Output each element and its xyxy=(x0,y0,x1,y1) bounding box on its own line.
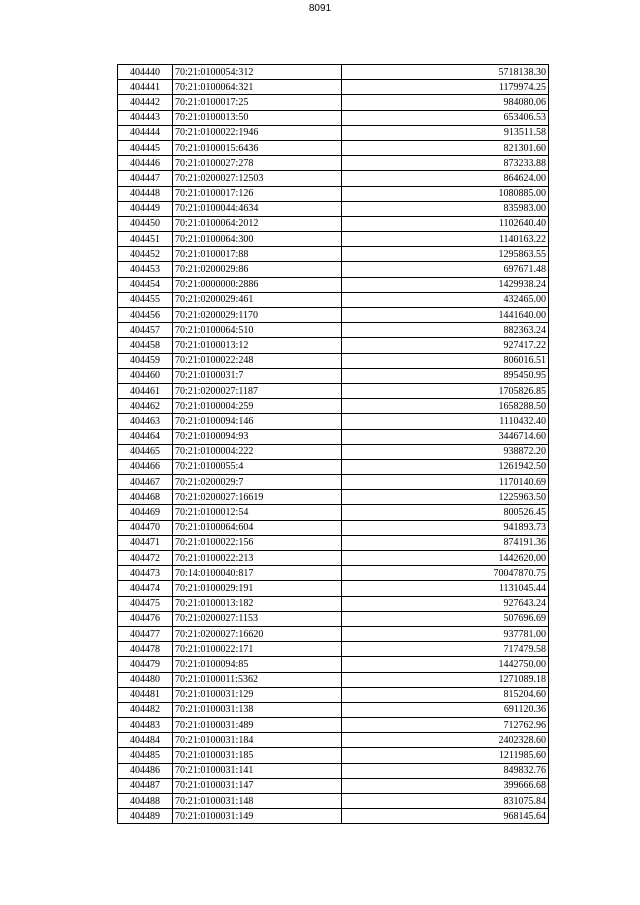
cadastral-number-cell: 70:21:0100031:148 xyxy=(173,794,342,809)
cadastral-number-cell: 70:21:0100055:4 xyxy=(173,459,342,474)
cadastral-number-cell: 70:21:0200027:12503 xyxy=(173,171,342,186)
cadastral-number-cell: 70:21:0100022:156 xyxy=(173,535,342,550)
record-number-cell: 404473 xyxy=(118,566,173,581)
cadastral-number-cell: 70:21:0100031:149 xyxy=(173,809,342,824)
table-row xyxy=(118,702,549,717)
record-number-cell: 404470 xyxy=(118,520,173,535)
record-number-cell: 404486 xyxy=(118,763,173,778)
cadastral-number-cell: 70:21:0100022:171 xyxy=(173,642,342,657)
table-row xyxy=(118,459,549,474)
table-row xyxy=(118,611,549,626)
table-row xyxy=(118,171,549,186)
record-number-cell: 404443 xyxy=(118,110,173,125)
record-number-cell: 404449 xyxy=(118,201,173,216)
record-number-cell: 404458 xyxy=(118,338,173,353)
table-row xyxy=(118,566,549,581)
cadastral-number-cell: 70:21:0100064:321 xyxy=(173,80,342,95)
record-number-cell: 404444 xyxy=(118,125,173,140)
cadastral-number-cell: 70:21:0100022:213 xyxy=(173,551,342,566)
table-row xyxy=(118,323,549,338)
table-row xyxy=(118,778,549,793)
cadastral-number-cell: 70:21:0200027:16620 xyxy=(173,626,342,641)
table-row xyxy=(118,535,549,550)
cadastral-number-cell: 70:21:0100094:146 xyxy=(173,414,342,429)
value-cell: 1179974.25 xyxy=(342,80,549,95)
record-number-cell: 404464 xyxy=(118,429,173,444)
record-number-cell: 404478 xyxy=(118,642,173,657)
value-cell: 874191.36 xyxy=(342,535,549,550)
cadastral-number-cell: 70:21:0100012:54 xyxy=(173,505,342,520)
value-cell: 873233.88 xyxy=(342,156,549,171)
table-row xyxy=(118,277,549,292)
cadastral-number-cell: 70:21:0100004:259 xyxy=(173,399,342,414)
cadastral-number-cell: 70:21:0100094:93 xyxy=(173,429,342,444)
value-cell: 507696.69 xyxy=(342,611,549,626)
value-cell: 712762.96 xyxy=(342,718,549,733)
value-cell: 849832.76 xyxy=(342,763,549,778)
value-cell: 1658288.50 xyxy=(342,399,549,414)
value-cell: 895450.95 xyxy=(342,368,549,383)
value-cell: 70047870.75 xyxy=(342,566,549,581)
record-number-cell: 404465 xyxy=(118,444,173,459)
value-cell: 806016.51 xyxy=(342,353,549,368)
value-cell: 882363.24 xyxy=(342,323,549,338)
table-row xyxy=(118,308,549,323)
cadastral-number-cell: 70:21:0100064:604 xyxy=(173,520,342,535)
record-number-cell: 404455 xyxy=(118,292,173,307)
record-number-cell: 404479 xyxy=(118,657,173,672)
record-number-cell: 404474 xyxy=(118,581,173,596)
record-number-cell: 404441 xyxy=(118,80,173,95)
table-row xyxy=(118,156,549,171)
cadastral-number-cell: 70:21:0200029:7 xyxy=(173,475,342,490)
cadastral-number-cell: 70:21:0100031:184 xyxy=(173,733,342,748)
table-row xyxy=(118,110,549,125)
value-cell: 815204.60 xyxy=(342,687,549,702)
record-number-cell: 404442 xyxy=(118,95,173,110)
table-row xyxy=(118,125,549,140)
record-number-cell: 404453 xyxy=(118,262,173,277)
table-row xyxy=(118,718,549,733)
cadastral-number-cell: 70:21:0100064:510 xyxy=(173,323,342,338)
cadastral-number-cell: 70:21:0200029:86 xyxy=(173,262,342,277)
cadastral-number-cell: 70:21:0100029:191 xyxy=(173,581,342,596)
value-cell: 1225963.50 xyxy=(342,490,549,505)
cadastral-number-cell: 70:21:0100011:5362 xyxy=(173,672,342,687)
value-cell: 1442750.00 xyxy=(342,657,549,672)
record-number-cell: 404445 xyxy=(118,140,173,155)
table-row xyxy=(118,657,549,672)
record-number-cell: 404485 xyxy=(118,748,173,763)
value-cell: 697671.48 xyxy=(342,262,549,277)
table-row xyxy=(118,596,549,611)
value-cell: 941893.73 xyxy=(342,520,549,535)
cadastral-number-cell: 70:21:0100017:25 xyxy=(173,95,342,110)
value-cell: 1170140.69 xyxy=(342,475,549,490)
cadastral-number-cell: 70:21:0100022:248 xyxy=(173,353,342,368)
value-cell: 1140163.22 xyxy=(342,232,549,247)
cadastral-number-cell: 70:21:0100094:85 xyxy=(173,657,342,672)
record-number-cell: 404489 xyxy=(118,809,173,824)
cadastral-number-cell: 70:21:0000000:2886 xyxy=(173,277,342,292)
table-row xyxy=(118,733,549,748)
cadastral-number-cell: 70:21:0100031:141 xyxy=(173,763,342,778)
value-cell: 1131045.44 xyxy=(342,581,549,596)
table-row xyxy=(118,687,549,702)
record-number-cell: 404446 xyxy=(118,156,173,171)
value-cell: 2402328.60 xyxy=(342,733,549,748)
value-cell: 835983.00 xyxy=(342,201,549,216)
records-table xyxy=(117,64,549,824)
record-number-cell: 404440 xyxy=(118,65,173,80)
table-row xyxy=(118,186,549,201)
table-row xyxy=(118,642,549,657)
table-row xyxy=(118,809,549,824)
value-cell: 968145.64 xyxy=(342,809,549,824)
record-number-cell: 404447 xyxy=(118,171,173,186)
table-row xyxy=(118,262,549,277)
table-row xyxy=(118,353,549,368)
value-cell: 864624.00 xyxy=(342,171,549,186)
cadastral-number-cell: 70:21:0100031:185 xyxy=(173,748,342,763)
cadastral-number-cell: 70:21:0100015:6436 xyxy=(173,140,342,155)
record-number-cell: 404459 xyxy=(118,353,173,368)
cadastral-number-cell: 70:21:0100064:300 xyxy=(173,232,342,247)
value-cell: 717479.58 xyxy=(342,642,549,657)
cadastral-number-cell: 70:14:0100040:817 xyxy=(173,566,342,581)
record-number-cell: 404477 xyxy=(118,626,173,641)
cadastral-number-cell: 70:21:0100031:7 xyxy=(173,368,342,383)
table-row xyxy=(118,551,549,566)
value-cell: 1261942.50 xyxy=(342,459,549,474)
cadastral-number-cell: 70:21:0100064:2012 xyxy=(173,216,342,231)
value-cell: 927417.22 xyxy=(342,338,549,353)
page-number: 8091 xyxy=(308,3,332,14)
table-row xyxy=(118,429,549,444)
record-number-cell: 404456 xyxy=(118,308,173,323)
value-cell: 1441640.00 xyxy=(342,308,549,323)
cadastral-number-cell: 70:21:0100017:126 xyxy=(173,186,342,201)
table-row xyxy=(118,292,549,307)
cadastral-number-cell: 70:21:0200029:1170 xyxy=(173,308,342,323)
table-row xyxy=(118,444,549,459)
record-number-cell: 404481 xyxy=(118,687,173,702)
table-row xyxy=(118,414,549,429)
cadastral-number-cell: 70:21:0100013:182 xyxy=(173,596,342,611)
record-number-cell: 404469 xyxy=(118,505,173,520)
value-cell: 1442620.00 xyxy=(342,551,549,566)
cadastral-number-cell: 70:21:0100013:12 xyxy=(173,338,342,353)
record-number-cell: 404454 xyxy=(118,277,173,292)
cadastral-number-cell: 70:21:0100031:138 xyxy=(173,702,342,717)
table-row xyxy=(118,475,549,490)
cadastral-number-cell: 70:21:0100004:222 xyxy=(173,444,342,459)
record-number-cell: 404450 xyxy=(118,216,173,231)
record-number-cell: 404460 xyxy=(118,368,173,383)
value-cell: 1429938.24 xyxy=(342,277,549,292)
value-cell: 5718138.30 xyxy=(342,65,549,80)
table-row xyxy=(118,383,549,398)
value-cell: 913511.58 xyxy=(342,125,549,140)
record-number-cell: 404466 xyxy=(118,459,173,474)
table-row xyxy=(118,65,549,80)
value-cell: 1295863.55 xyxy=(342,247,549,262)
table-row xyxy=(118,232,549,247)
value-cell: 1102640.40 xyxy=(342,216,549,231)
record-number-cell: 404452 xyxy=(118,247,173,262)
record-number-cell: 404448 xyxy=(118,186,173,201)
value-cell: 1705826.85 xyxy=(342,383,549,398)
value-cell: 984080.06 xyxy=(342,95,549,110)
record-number-cell: 404472 xyxy=(118,551,173,566)
table-row xyxy=(118,338,549,353)
cadastral-number-cell: 70:21:0100044:4634 xyxy=(173,201,342,216)
value-cell: 432465.00 xyxy=(342,292,549,307)
table-row xyxy=(118,763,549,778)
cadastral-number-cell: 70:21:0100031:147 xyxy=(173,778,342,793)
record-number-cell: 404476 xyxy=(118,611,173,626)
value-cell: 653406.53 xyxy=(342,110,549,125)
table-row xyxy=(118,490,549,505)
record-number-cell: 404482 xyxy=(118,702,173,717)
cadastral-number-cell: 70:21:0200027:16619 xyxy=(173,490,342,505)
value-cell: 821301.60 xyxy=(342,140,549,155)
value-cell: 937781.00 xyxy=(342,626,549,641)
value-cell: 399666.68 xyxy=(342,778,549,793)
value-cell: 927643.24 xyxy=(342,596,549,611)
table-row xyxy=(118,95,549,110)
record-number-cell: 404457 xyxy=(118,323,173,338)
records-table-body xyxy=(118,65,549,824)
value-cell: 800526.45 xyxy=(342,505,549,520)
table-row xyxy=(118,140,549,155)
table-row xyxy=(118,672,549,687)
table-row xyxy=(118,520,549,535)
table-row xyxy=(118,399,549,414)
record-number-cell: 404461 xyxy=(118,383,173,398)
value-cell: 1110432.40 xyxy=(342,414,549,429)
value-cell: 1080885.00 xyxy=(342,186,549,201)
table-row xyxy=(118,626,549,641)
record-number-cell: 404475 xyxy=(118,596,173,611)
record-number-cell: 404463 xyxy=(118,414,173,429)
record-number-cell: 404484 xyxy=(118,733,173,748)
record-number-cell: 404468 xyxy=(118,490,173,505)
value-cell: 831075.84 xyxy=(342,794,549,809)
cadastral-number-cell: 70:21:0200029:461 xyxy=(173,292,342,307)
cadastral-number-cell: 70:21:0100031:129 xyxy=(173,687,342,702)
cadastral-number-cell: 70:21:0100013:50 xyxy=(173,110,342,125)
record-number-cell: 404462 xyxy=(118,399,173,414)
value-cell: 938872.20 xyxy=(342,444,549,459)
table-row xyxy=(118,80,549,95)
value-cell: 1211985.60 xyxy=(342,748,549,763)
cadastral-number-cell: 70:21:0100022:1946 xyxy=(173,125,342,140)
record-number-cell: 404483 xyxy=(118,718,173,733)
cadastral-number-cell: 70:21:0100017:88 xyxy=(173,247,342,262)
value-cell: 3446714.60 xyxy=(342,429,549,444)
table-row xyxy=(118,748,549,763)
cadastral-number-cell: 70:21:0100027:278 xyxy=(173,156,342,171)
record-number-cell: 404480 xyxy=(118,672,173,687)
table-row xyxy=(118,247,549,262)
cadastral-number-cell: 70:21:0200027:1187 xyxy=(173,383,342,398)
record-number-cell: 404487 xyxy=(118,778,173,793)
record-number-cell: 404467 xyxy=(118,475,173,490)
table-row xyxy=(118,201,549,216)
value-cell: 691120.36 xyxy=(342,702,549,717)
table-row xyxy=(118,581,549,596)
table-row xyxy=(118,505,549,520)
table-row xyxy=(118,368,549,383)
value-cell: 1271089.18 xyxy=(342,672,549,687)
record-number-cell: 404488 xyxy=(118,794,173,809)
cadastral-number-cell: 70:21:0100054:312 xyxy=(173,65,342,80)
cadastral-number-cell: 70:21:0200027:1153 xyxy=(173,611,342,626)
record-number-cell: 404471 xyxy=(118,535,173,550)
table-row xyxy=(118,794,549,809)
table-row xyxy=(118,216,549,231)
record-number-cell: 404451 xyxy=(118,232,173,247)
cadastral-number-cell: 70:21:0100031:489 xyxy=(173,718,342,733)
